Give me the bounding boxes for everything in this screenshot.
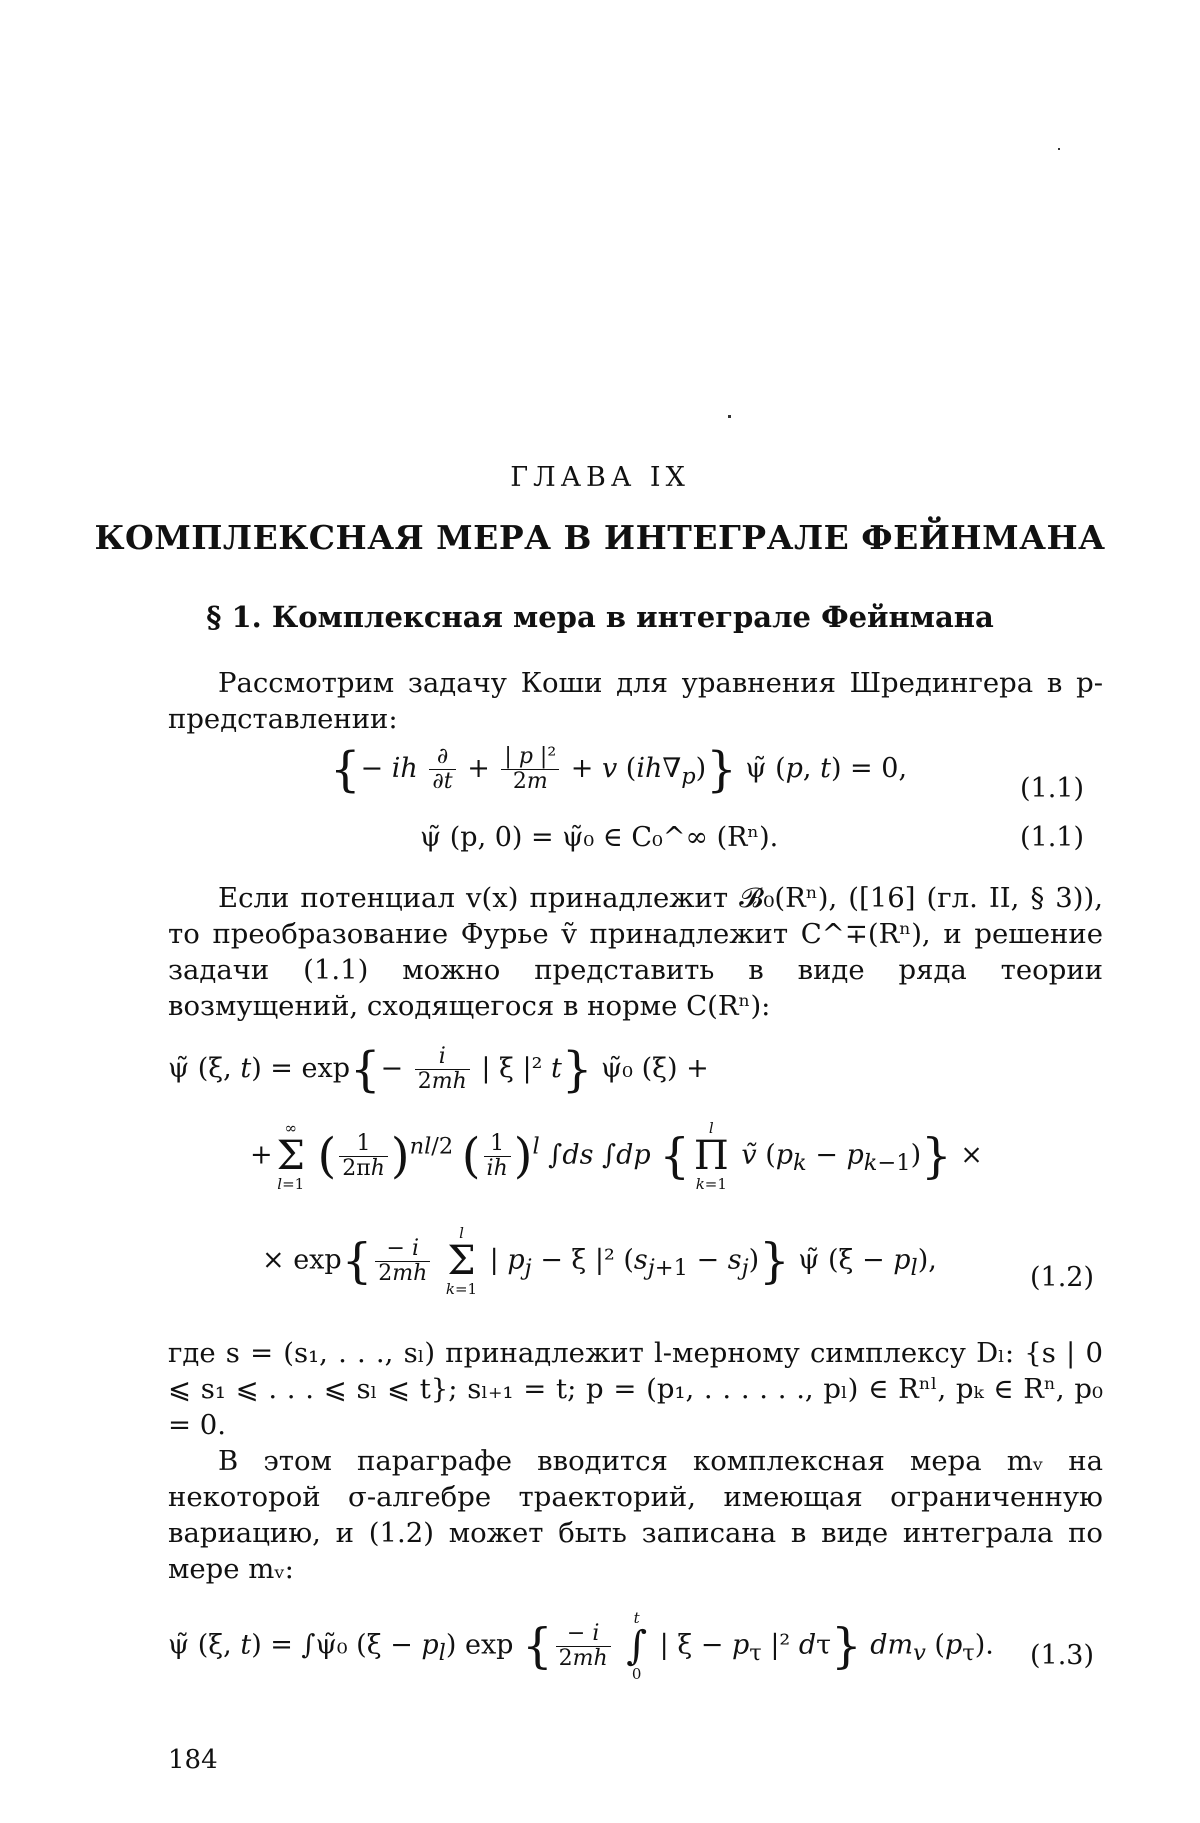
equation-1-2-line-3: × exp{ $\frac{- i}{2mh}$ l Σ k=1 | $p_j - \xi$ |² $(s_{j+1} - s_j)$} ψ̃ $(\xi - p_l)$, — [262, 1224, 937, 1298]
equation-number-1-2: (1.2) — [1030, 1262, 1095, 1293]
paragraph-4 — [168, 1443, 1103, 1587]
page-number: 184 — [168, 1745, 218, 1775]
scan-speck — [728, 415, 731, 418]
paragraph-2-text: Если потенциал v(x) принадлежит 𝓑₀(Rⁿ), ([16] (гл. II, § 3)), то преобразование Фурье ṽ принадлежит C^∓(Rⁿ), и решение задачи (1.1) можно представить в виде ряда теории возмущений, сходящегося в норме C(Rⁿ): — [168, 882, 1103, 1022]
equation-1-2-line-1: ψ̃ (ξ, t) = exp{− $\frac{i}{2mh}$ | ξ |² t} ψ̃₀ (ξ) + — [168, 1041, 709, 1098]
equation-number-1-1a: (1.1) — [1020, 773, 1085, 804]
equation-1-2-line-2: +∞ Σ l=1 ( $\frac{1}{2\pi h}$ )$^{nl/2}$ ( $\frac{1}{ih}$ )$^l$ ∫ds ∫dp { l Π k=1 ṽ $(p_k - p_{k-1})$} × — [250, 1119, 983, 1193]
chapter-title: КОМПЛЕКСНАЯ МЕРА В ИНТЕГРАЛЕ ФЕЙНМАНА — [94, 518, 1106, 557]
paragraph-1 — [168, 665, 1103, 737]
paragraph-2 — [168, 880, 1103, 1024]
equation-1-1b: ψ̃ (p, 0) = ψ̃₀ ∈ C₀^∞ (Rⁿ). — [420, 822, 779, 853]
section-title: § 1. Комплексная мера в интеграле Фейнмана — [206, 600, 994, 634]
equation-1-3: ψ̃ (ξ, t) = ∫ψ̃₀ $(\xi - p_l)$ exp { $\frac{- i}{2mh}$ t ∫ 0 | $\xi - p_\tau$ |² dτ} $dm_v$ $(p_\tau)$. — [168, 1609, 994, 1683]
equation-number-1-3: (1.3) — [1030, 1640, 1095, 1671]
equation-1-1a: {− ih $\frac{\partial}{\partial t}$ + $\frac{\text{| p |²}}{2m}$ + v $(ih\nabla_p)$} ψ̃ (p, t) = 0, — [330, 741, 908, 798]
chapter-label: ГЛАВА IX — [510, 462, 690, 493]
paragraph-3: где s = (s₁, . . ., sₗ) принадлежит l-мерному симплексу Dₗ: {s | 0 ⩽ s₁ ⩽ . . . ⩽ sₗ ⩽ t}; sₗ₊₁ = t; p = (p₁, . . . . . ., pₗ) ∈ Rⁿˡ, pₖ ∈ Rⁿ, p₀ = 0. — [168, 1337, 1103, 1441]
equation-number-1-1b: (1.1) — [1020, 822, 1085, 853]
paragraph-4-text: В этом параграфе вводится комплексная мера mᵥ на некоторой σ-алгебре траекторий, имеющая ограниченную вариацию, и (1.2) может быть записана в виде интеграла по мере mᵥ: — [168, 1445, 1103, 1585]
scan-speck — [1058, 148, 1060, 150]
paragraph-1-text: Рассмотрим задачу Коши для уравнения Шредингера в p-представлении: — [168, 667, 1103, 735]
